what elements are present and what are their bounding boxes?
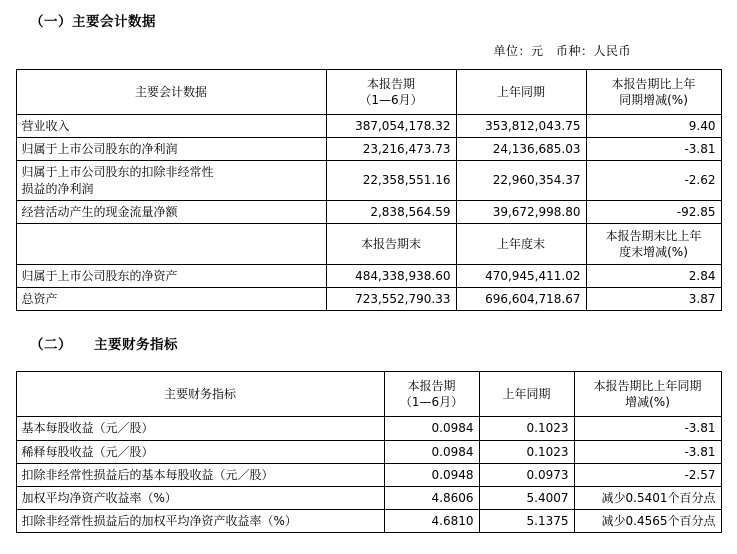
- row-value-change: -3.81: [574, 417, 721, 440]
- subheader-cell-change-pct: [586, 223, 721, 264]
- subheader-cell-blank: [16, 223, 326, 264]
- row-value-change: -2.57: [574, 463, 721, 486]
- row-value-change: -3.81: [574, 440, 721, 463]
- row-value-change: 减少0.5401个百分点: [574, 486, 721, 509]
- main-accounting-data-table: [16, 69, 722, 311]
- header-current-period-line1: 本报告期: [407, 379, 456, 394]
- table-row: [16, 115, 721, 138]
- table-row: [16, 264, 721, 287]
- table-subheader-row: [16, 223, 721, 264]
- table-row: [16, 463, 721, 486]
- row-value-prior: 470,945,411.02: [456, 264, 586, 287]
- table-row: [16, 417, 721, 440]
- header-cell-prior-period: 上年同期: [456, 70, 586, 115]
- row-value-current: 723,552,790.33: [326, 288, 456, 311]
- row-value-change: 2.84: [586, 264, 721, 287]
- row-value-current: 0.0948: [384, 463, 479, 486]
- row-label: 扣除非经常性损益后的加权平均净资产收益率（%）: [16, 510, 384, 533]
- row-label: 归属于上市公司股东的净资产: [16, 264, 326, 287]
- row-value-prior: 5.1375: [479, 510, 574, 533]
- row-label: 扣除非经常性损益后的基本每股收益（元／股）: [16, 463, 384, 486]
- row-value-prior: 696,604,718.67: [456, 288, 586, 311]
- table-header-row: [16, 70, 721, 115]
- row-value-change: -2.62: [586, 161, 721, 200]
- header-cell-prior-period: 上年同期: [479, 372, 574, 417]
- row-label: 营业收入: [16, 115, 326, 138]
- row-value-current: 22,358,551.16: [326, 161, 456, 200]
- row-label: 加权平均净资产收益率（%）: [16, 486, 384, 509]
- subheader-change-line1: 本报告期末比上年: [605, 228, 702, 243]
- table-row: [16, 288, 721, 311]
- row-value-prior: 353,812,043.75: [456, 115, 586, 138]
- row-value-current: 4.8606: [384, 486, 479, 509]
- table-header-row: [16, 372, 721, 417]
- header-cell-metric: 主要会计数据: [16, 70, 326, 115]
- table-row: [16, 440, 721, 463]
- section-heading-financial-indicators: [30, 333, 723, 353]
- financial-indicators-table: [16, 371, 722, 533]
- row-value-current: 23,216,473.73: [326, 138, 456, 161]
- row-label: 归属于上市公司股东的净利润: [16, 138, 326, 161]
- row-label-line2: 损益的净利润: [21, 181, 94, 196]
- header-cell-change-pct: [586, 70, 721, 115]
- row-value-change: 9.40: [586, 115, 721, 138]
- header-current-period-line1: 本报告期: [366, 76, 415, 91]
- row-value-prior: 22,960,354.37: [456, 161, 586, 200]
- header-change-line1: 本报告期比上年: [611, 76, 696, 91]
- row-value-current: 2,838,564.59: [326, 200, 456, 223]
- header-change-line2: 同期增减(%): [619, 93, 688, 107]
- row-value-change: 3.87: [586, 288, 721, 311]
- row-value-prior: 39,672,998.80: [456, 200, 586, 223]
- header-cell-current-period: [326, 70, 456, 115]
- table-row: [16, 510, 721, 533]
- row-value-current: 484,338,938.60: [326, 264, 456, 287]
- header-change-line1: 本报告期比上年同期: [593, 379, 702, 394]
- table-row: [16, 161, 721, 200]
- row-value-change: -92.85: [586, 200, 721, 223]
- row-label-line1: 归属于上市公司股东的扣除非经常性: [21, 165, 214, 180]
- row-label: 基本每股收益（元／股）: [16, 417, 384, 440]
- subheader-change-line2: 度末增减(%): [619, 244, 688, 259]
- subheader-cell-period-end: 本报告期末: [326, 223, 456, 264]
- header-cell-indicator: 主要财务指标: [16, 372, 384, 417]
- row-value-change: -3.81: [586, 138, 721, 161]
- unit-currency-note: 单位：元 币种：人民币: [493, 44, 631, 58]
- row-value-prior: 0.0973: [479, 463, 574, 486]
- header-cell-change-pct: [574, 372, 721, 417]
- row-label: 稀释每股收益（元／股）: [16, 440, 384, 463]
- row-label: 经营活动产生的现金流量净额: [16, 200, 326, 223]
- row-value-prior: 5.4007: [479, 486, 574, 509]
- header-cell-current-period: [384, 372, 479, 417]
- row-value-current: 4.6810: [384, 510, 479, 533]
- row-value-current: 0.0984: [384, 417, 479, 440]
- row-value-prior: 0.1023: [479, 417, 574, 440]
- table-row: [16, 486, 721, 509]
- table-row: [16, 138, 721, 161]
- subheader-cell-prior-year-end: 上年度末: [456, 223, 586, 264]
- section-heading-accounting-data: （一）主要会计数据: [30, 14, 156, 30]
- section-index: （二）: [30, 337, 72, 354]
- table-row: [16, 200, 721, 223]
- row-value-current: 0.0984: [384, 440, 479, 463]
- section-title: 主要财务指标: [94, 337, 178, 354]
- header-change-line2: 增减(%): [625, 395, 670, 410]
- row-value-current: 387,054,178.32: [326, 115, 456, 138]
- row-value-prior: 24,136,685.03: [456, 138, 586, 161]
- header-current-period-line2: （1—6月）: [399, 395, 464, 410]
- row-value-prior: 0.1023: [479, 440, 574, 463]
- row-label: 总资产: [16, 288, 326, 311]
- header-current-period-line2: （1—6月）: [359, 93, 423, 107]
- row-value-change: 减少0.4565个百分点: [574, 510, 721, 533]
- row-label: [16, 161, 326, 200]
